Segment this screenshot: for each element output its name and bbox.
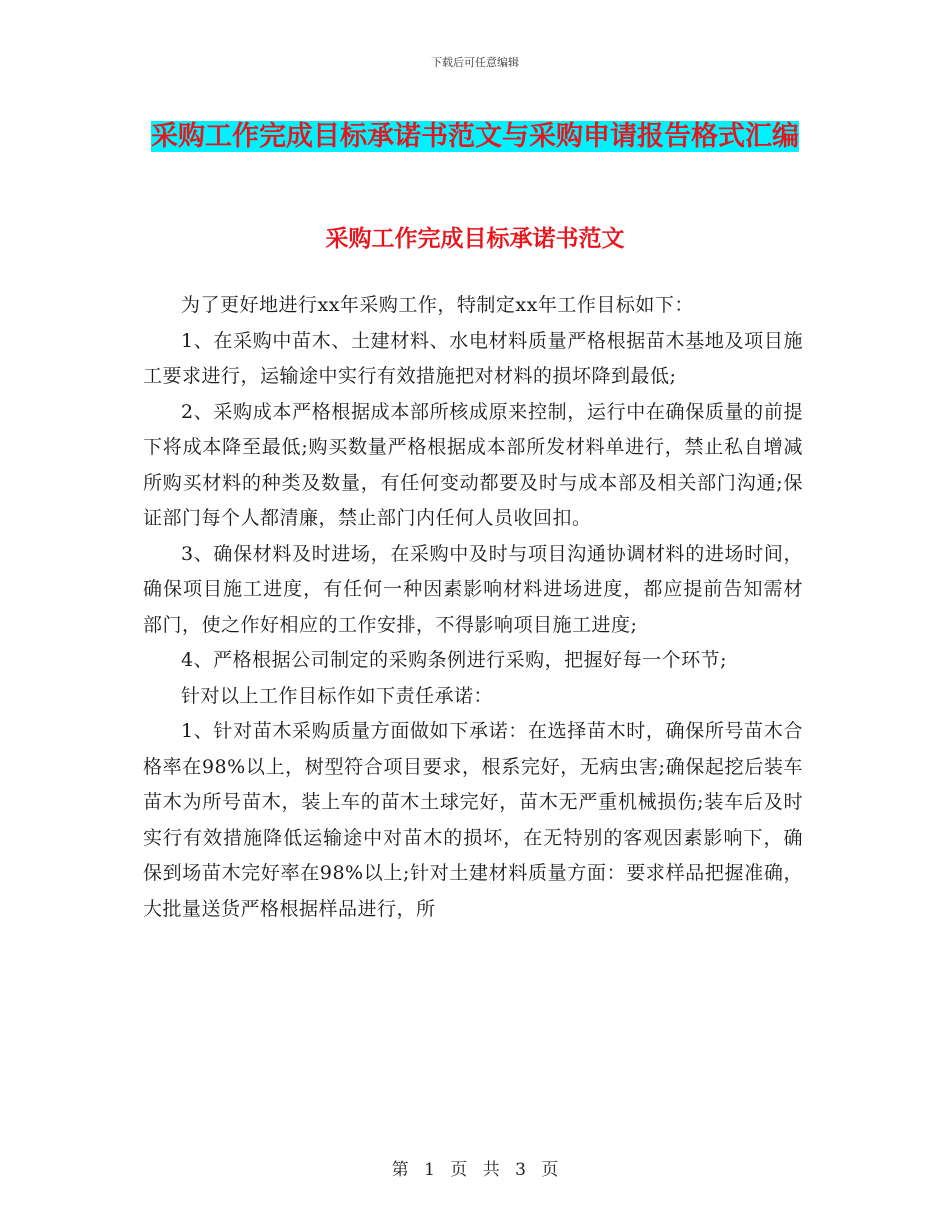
paragraph: 4、严格根据公司制定的采购条例进行采购，把握好每一个环节;: [181, 649, 727, 671]
footer-total-prefix: 共: [482, 1160, 500, 1180]
paragraph: 针对以上工作目标作如下责任承诺：: [181, 684, 494, 707]
paragraph: 为了更好地进行xx年采购工作，特制定xx年工作目标如下：: [181, 294, 694, 316]
footer-total-unit: 页: [541, 1160, 559, 1180]
body-text: [143, 288, 803, 927]
paragraph: 3、确保材料及时进场，在采购中及时与项目沟通协调材料的进场时间，确保项目施工进度，有任何一种因素影响材料进场进度，都应提前告知需材部门，使之作好相应的工作安排，不得影响项目施工进度;: [143, 542, 803, 636]
footer-page-number: 1: [424, 1160, 435, 1180]
section-title: 采购工作完成目标承诺书范文: [325, 225, 625, 252]
main-title-text: 采购工作完成目标承诺书范文与采购申请报告格式汇编: [151, 121, 799, 152]
paragraph: 1、在采购中苗木、土建材料、水电材料质量严格根据苗木基地及项目施工要求进行，运输途中实行有效措施把对材料的损坏降到最低;: [143, 329, 803, 387]
paragraph: 1、针对苗木采购质量方面做如下承诺：在选择苗木时，确保所号苗木合格率在98%以上，树型符合项目要求，根系完好，无病虫害;确保起挖后装车苗木为所号苗木，装上车的苗木土球完好，苗木无严重机械损伤;装车后及时实行有效措施降低运输途中对苗木的损坏，在无特别的客观因素影响下，确保到场苗木完好率在98%以上;针对土建材料质量方面：要求样品把握准确，大批量送货严格根据样品进行，所: [143, 720, 803, 920]
header-note: 下载后可任意编辑: [431, 56, 519, 69]
main-title: [140, 112, 810, 162]
footer-prefix: 第: [391, 1160, 409, 1180]
page-footer: [0, 1155, 950, 1180]
paragraph: 2、采购成本严格根据成本部所核成原来控制，运行中在确保质量的前提下将成本降至最低;购买数量严格根据成本部所发材料单进行，禁止私自增减所购买材料的种类及数量，有任何变动都要及时与成本部及相关部门沟通;保证部门每个人都清廉，禁止部门内任何人员收回扣。: [143, 400, 803, 529]
footer-page-unit: 页: [450, 1160, 468, 1180]
footer-total-pages: 3: [515, 1160, 526, 1180]
